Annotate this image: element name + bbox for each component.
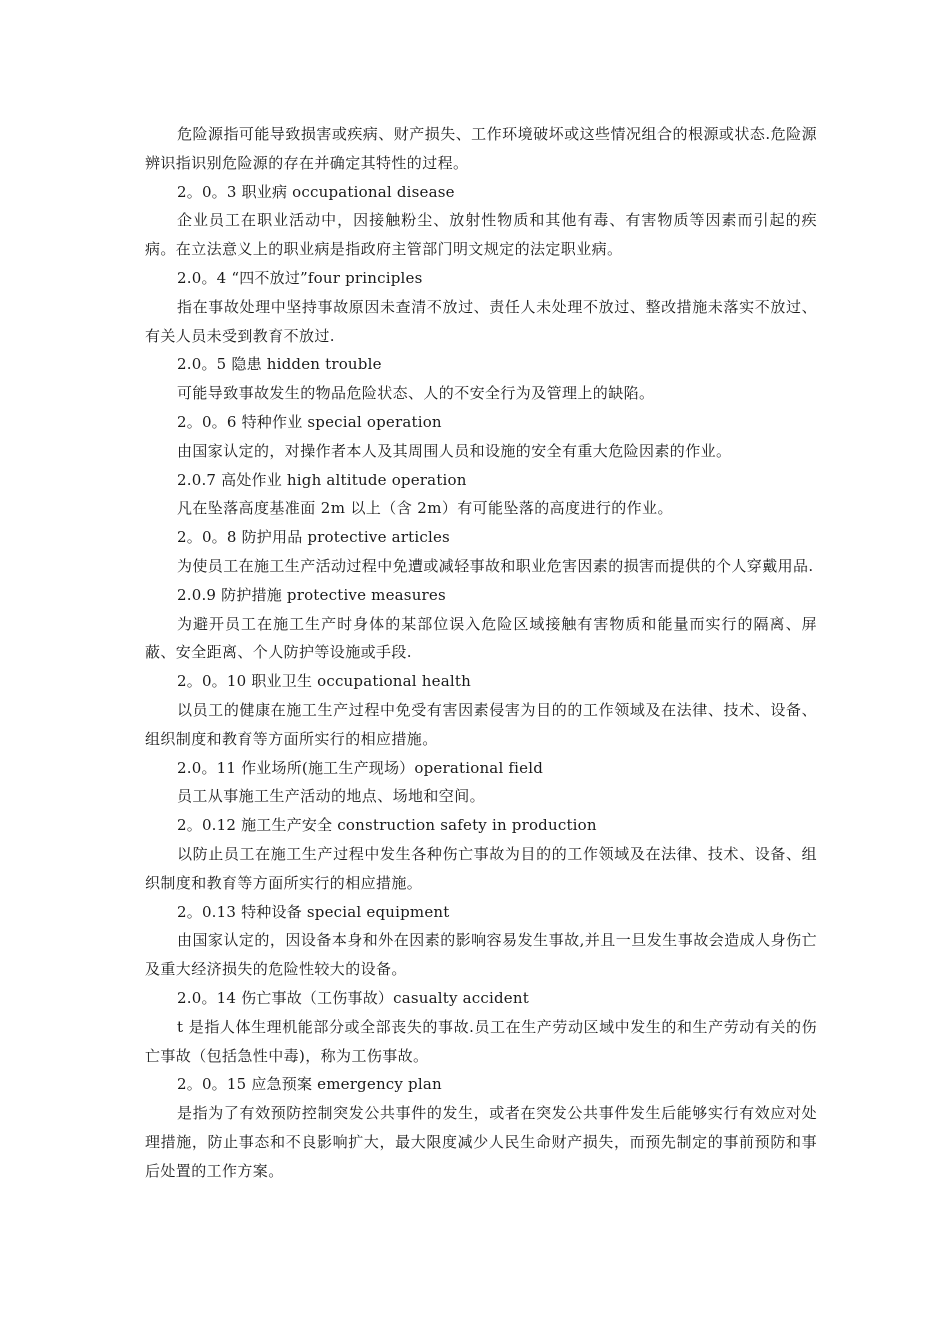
term-heading: 2。0。3 职业病 occupational disease: [177, 182, 455, 201]
paragraph: 可能导致事故发生的物品危险状态、人的不安全行为及管理上的缺陷。: [177, 384, 655, 403]
term-heading: 2。0。15 应急预案 emergency plan: [177, 1075, 442, 1094]
paragraph: t 是指人体生理机能部分或全部丧失的事故.员工在生产劳动区域中发生的和生产劳动有关的伤亡事故（包括急性中毒)，称为工伤事故。: [145, 1017, 817, 1065]
paragraph: 凡在坠落高度基准面 2m 以上（含 2m）有可能坠落的高度进行的作业。: [177, 499, 673, 518]
term-heading: 2.0。11 作业场所(施工生产现场）operational field: [177, 758, 544, 777]
paragraph: 以防止员工在施工生产过程中发生各种伤亡事故为目的的工作领域及在法律、技术、设备、组织制度和教育等方面所实行的相应措施。: [145, 844, 817, 892]
paragraph: 由国家认定的，对操作者本人及其周围人员和设施的安全有重大危险因素的作业。: [177, 441, 732, 460]
term-heading: 2.0。5 隐患 hidden trouble: [177, 355, 382, 374]
term-heading: 2。0。10 职业卫生 occupational health: [177, 672, 471, 691]
paragraph: 以员工的健康在施工生产过程中免受有害因素侵害为目的的工作领域及在法律、技术、设备、组织制度和教育等方面所实行的相应措施。: [145, 700, 817, 748]
term-heading: 2.0.7 高处作业 high altitude operation: [177, 470, 467, 489]
term-heading: 2。0.13 特种设备 special equipment: [177, 902, 450, 921]
paragraph: 危险源指可能导致损害或疾病、财产损失、工作环境破坏或这些情况组合的根源或状态.危险源辨识指识别危险源的存在并确定其特性的过程。: [145, 125, 817, 172]
term-heading: 2.0。14 伤亡事故（工伤事故）casualty accident: [177, 988, 529, 1007]
term-heading: 2.0.9 防护措施 protective measures: [177, 585, 446, 604]
paragraph: 企业员工在职业活动中，因接触粉尘、放射性物质和其他有毒、有害物质等因素而引起的疾病。在立法意义上的职业病是指政府主管部门明文规定的法定职业病。: [145, 211, 817, 259]
term-heading: 2。0.12 施工生产安全 construction safety in production: [177, 816, 597, 835]
paragraph: 为使员工在施工生产活动过程中免遭或减轻事故和职业危害因素的损害而提供的个人穿戴用品.: [177, 556, 814, 575]
term-heading: 2。0。6 特种作业 special operation: [177, 412, 442, 431]
document-page: [145, 120, 817, 1185]
paragraph: 为避开员工在施工生产时身体的某部位误入危险区域接触有害物质和能量而实行的隔离、屏蔽、安全距离、个人防护等设施或手段.: [145, 614, 817, 662]
paragraph: 是指为了有效预防控制突发公共事件的发生，或者在突发公共事件发生后能够实行有效应对处理措施，防止事态和不良影响扩大，最大限度减少人民生命财产损失，而预先制定的事前预防和事后处置的工作方案。: [145, 1104, 817, 1180]
paragraph: 指在事故处理中坚持事故原因未查清不放过、责任人未处理不放过、整改措施未落实不放过、有关人员未受到教育不放过.: [145, 297, 817, 345]
paragraph: 由国家认定的，因设备本身和外在因素的影响容易发生事故,并且一旦发生事故会造成人身伤亡及重大经济损失的危险性较大的设备。: [145, 931, 817, 979]
term-heading: 2.0。4 “四不放过”four principles: [177, 268, 423, 287]
paragraph: 员工从事施工生产活动的地点、场地和空间。: [177, 787, 486, 806]
term-heading: 2。0。8 防护用品 protective articles: [177, 528, 450, 547]
